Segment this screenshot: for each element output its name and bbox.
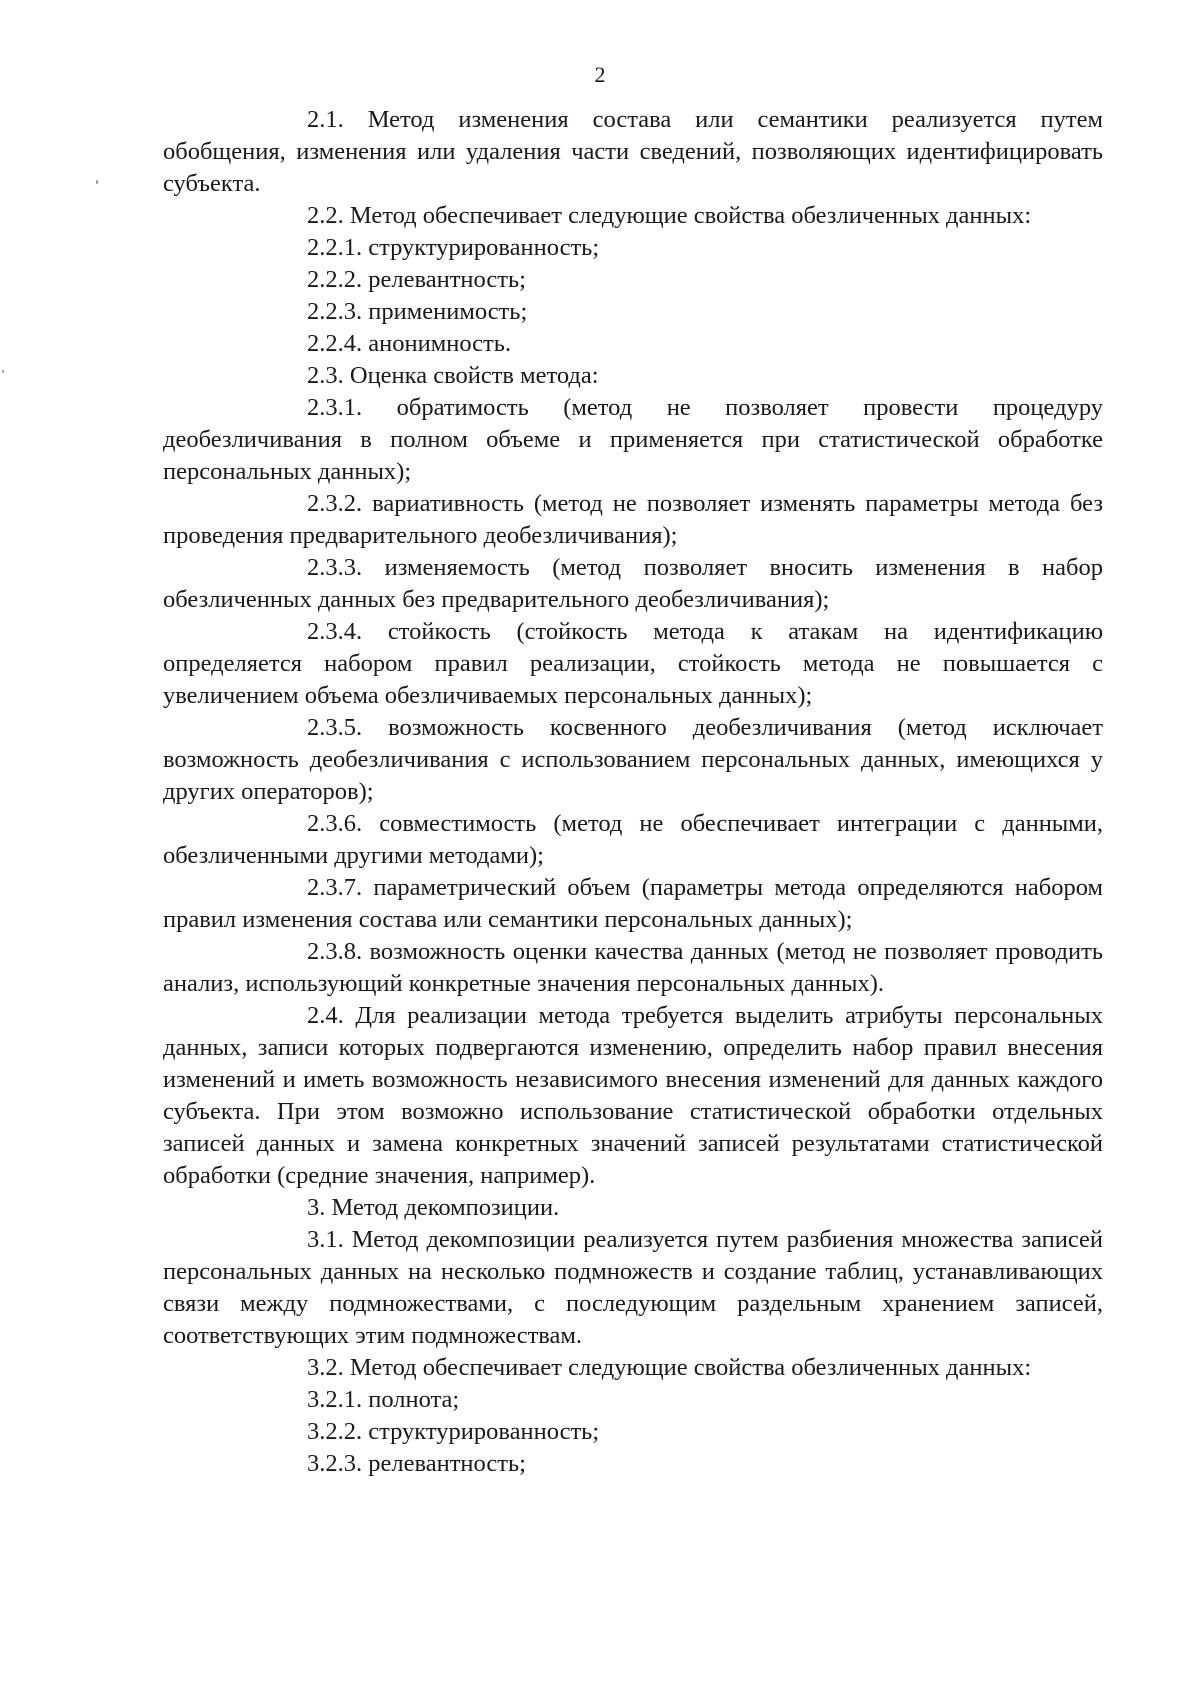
paragraph-number: 2.3.2. (307, 490, 363, 517)
list-item-3-2-3 (163, 1448, 1103, 1480)
paragraph-text: параметрический объем (параметры метода определяются набором правил изменения состава или семантики персональных данных); (163, 874, 1103, 933)
list-item-2-3-5 (163, 712, 1103, 808)
paragraph-text: возможность оценки качества данных (метод не позволяет проводить анализ, использующий конкретные значения персональных данных). (163, 938, 1104, 997)
paragraph-number: 2.3. (307, 362, 344, 389)
paragraph-2-4 (163, 1000, 1103, 1192)
paragraph-number: 3.2. (307, 1354, 344, 1381)
list-item-2-3-2 (163, 488, 1103, 552)
document-body (163, 104, 1103, 1480)
list-item-2-2-2 (163, 264, 1103, 296)
scan-speck (96, 180, 98, 184)
list-item-2-3-6 (163, 808, 1103, 872)
list-item-2-2-3 (163, 296, 1103, 328)
list-item-2-3-3 (163, 552, 1103, 616)
list-item-3-2-2 (163, 1416, 1103, 1448)
list-item-2-2-4 (163, 328, 1103, 360)
paragraph-text: Оценка свойств метода: (349, 362, 599, 389)
paragraph-text: полнота; (368, 1386, 460, 1413)
paragraph-text: изменяемость (метод позволяет вносить изменения в набор обезличенных данных без предварительного деобезличивания); (163, 554, 1104, 613)
paragraph-text: структурированность; (368, 1418, 600, 1445)
paragraph-number: 2.1. (307, 106, 344, 133)
paragraph-number: 2.2.2. (307, 266, 363, 293)
paragraph-text: Метод обеспечивает следующие свойства обезличенных данных: (349, 1354, 1032, 1381)
paragraph-3-1 (163, 1224, 1103, 1352)
paragraph-number: 2.3.1. (307, 394, 363, 421)
scan-speck (2, 370, 4, 373)
list-item-2-3-4 (163, 616, 1103, 712)
paragraph-3-2 (163, 1352, 1103, 1384)
paragraph-text: Метод декомпозиции реализуется путем разбиения множества записей персональных данных на несколько подмножеств и создание таблиц, устанавливающих связи между подмножествами, с последующим раздельным хранением записей, соответствующих этим подмножествам. (163, 1226, 1104, 1349)
paragraph-text: применимость; (368, 298, 528, 325)
paragraph-number: 2.4. (307, 1002, 344, 1029)
paragraph-text: Метод обеспечивает следующие свойства обезличенных данных: (349, 202, 1032, 229)
list-item-2-2-1 (163, 232, 1103, 264)
paragraph-text: вариативность (метод не позволяет изменять параметры метода без проведения предварительного деобезличивания); (163, 490, 1103, 549)
paragraph-number: 2.2.1. (307, 234, 363, 261)
paragraph-number: 3.2.1. (307, 1386, 363, 1413)
paragraph-2-1 (163, 104, 1103, 200)
paragraph-number: 3.2.2. (307, 1418, 363, 1445)
list-item-2-3-1 (163, 392, 1103, 488)
paragraph-number: 2.3.6. (307, 810, 363, 837)
paragraph-text: возможность косвенного деобезличивания (метод исключает возможность деобезличивания с использованием персональных данных, имеющихся у других операторов); (163, 714, 1103, 805)
paragraph-number: 2.3.8. (307, 938, 363, 965)
paragraph-text: анонимность. (368, 330, 512, 357)
list-item-2-3-7 (163, 872, 1103, 936)
paragraph-number: 2.2.4. (307, 330, 363, 357)
paragraph-text: совместимость (метод не обеспечивает интеграции с данными, обезличенными другими методами); (163, 810, 1104, 869)
list-item-2-3-8 (163, 936, 1103, 1000)
paragraph-number: 2.3.5. (307, 714, 363, 741)
paragraph-number: 3.1. (307, 1226, 344, 1253)
paragraph-text: Метод декомпозиции. (331, 1194, 560, 1221)
paragraph-text: релевантность; (368, 1450, 526, 1477)
paragraph-text: Для реализации метода требуется выделить атрибуты персональных данных, записи которых подвергаются изменению, определить набор правил внесения изменений и иметь возможность независимого внесения изменений для данных каждого субъекта. При этом возможно использование статистической обработки отдельных записей данных и замена конкретных значений записей результатами статистической обработки (средние значения, например). (163, 1002, 1103, 1189)
page-number: 2 (594, 62, 606, 87)
paragraph-text: релевантность; (368, 266, 526, 293)
paragraph-number: 3.2.3. (307, 1450, 363, 1477)
paragraph-text: структурированность; (368, 234, 600, 261)
paragraph-number: 2.3.3. (307, 554, 363, 581)
paragraph-text: стойкость (стойкость метода к атакам на идентификацию определяется набором правил реализации, стойкость метода не повышается с увеличением объема обезличиваемых персональных данных); (163, 618, 1104, 709)
paragraph-2-3 (163, 360, 1103, 392)
paragraph-number: 2.3.7. (307, 874, 363, 901)
list-item-3-2-1 (163, 1384, 1103, 1416)
paragraph-text: Метод изменения состава или семантики реализуется путем обобщения, изменения или удаления части сведений, позволяющих идентифицировать субъекта. (163, 106, 1103, 197)
paragraph-text: обратимость (метод не позволяет провести процедуру деобезличивания в полном объеме и применяется при статистической обработке персональных данных); (163, 394, 1103, 485)
paragraph-2-2 (163, 200, 1103, 232)
paragraph-number: 2.3.4. (307, 618, 363, 645)
paragraph-number: 2.2.3. (307, 298, 363, 325)
paragraph-number: 3. (307, 1194, 326, 1221)
paragraph-number: 2.2. (307, 202, 344, 229)
section-3-heading (163, 1192, 1103, 1224)
